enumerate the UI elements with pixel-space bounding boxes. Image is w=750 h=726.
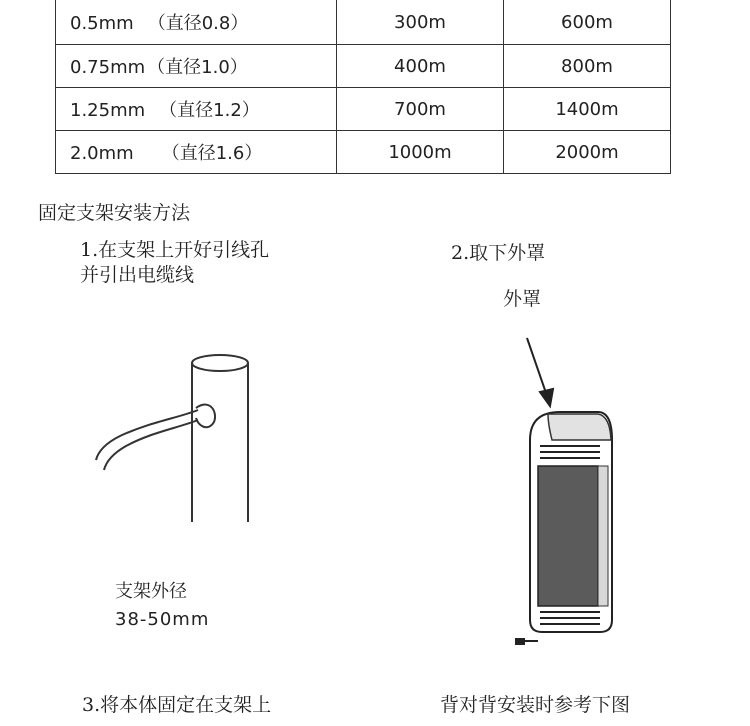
section-title: 固定支架安装方法 <box>38 202 191 224</box>
detector-lens <box>538 466 598 606</box>
cable-line-upper <box>96 410 198 460</box>
cable-hole <box>196 405 215 428</box>
diameter-text: （直径1.6） <box>161 143 263 164</box>
screw-icon <box>515 638 538 645</box>
back-to-back-note: 背对背安装时参考下图 <box>440 694 631 716</box>
distance-cell: 600m <box>504 0 671 45</box>
step3-caption: 3.将本体固定在支架上 <box>82 694 272 716</box>
distance-cell: 2000m <box>504 131 671 174</box>
distance-cell: 400m <box>337 45 504 88</box>
gauge-text: 0.5mm <box>70 13 134 34</box>
pole-top-ellipse <box>192 355 248 371</box>
detector-illustration <box>515 412 612 645</box>
cable-line-lower <box>104 420 198 470</box>
gauge-text: 0.75mm <box>70 57 146 78</box>
cover-arrow <box>527 338 553 406</box>
distance-cell: 800m <box>504 45 671 88</box>
diameter-text: （直径0.8） <box>147 13 249 34</box>
detector-cover <box>548 414 611 440</box>
distance-cell: 1000m <box>337 131 504 174</box>
step1-line1: 1.在支架上开好引线孔 <box>80 239 270 261</box>
bracket-diameter-value: 38-50mm <box>115 609 210 630</box>
diameter-text: （直径1.2） <box>159 100 260 121</box>
gauge-text: 1.25mm <box>70 100 146 121</box>
distance-cell: 700m <box>337 88 504 131</box>
bracket-diameter-label <box>115 578 209 634</box>
bracket-diameter-title: 支架外径 <box>115 581 187 602</box>
cover-label: 外罩 <box>503 288 542 310</box>
step2-caption: 2.取下外罩 <box>451 242 546 264</box>
detector-side-panel <box>598 466 608 606</box>
step1-line2: 并引出电缆线 <box>80 264 195 286</box>
gauge-text: 2.0mm <box>70 143 134 164</box>
pole-illustration <box>96 355 248 522</box>
distance-cell: 300m <box>337 0 504 45</box>
distance-cell: 1400m <box>504 88 671 131</box>
diameter-text: （直径1.0） <box>147 57 248 78</box>
